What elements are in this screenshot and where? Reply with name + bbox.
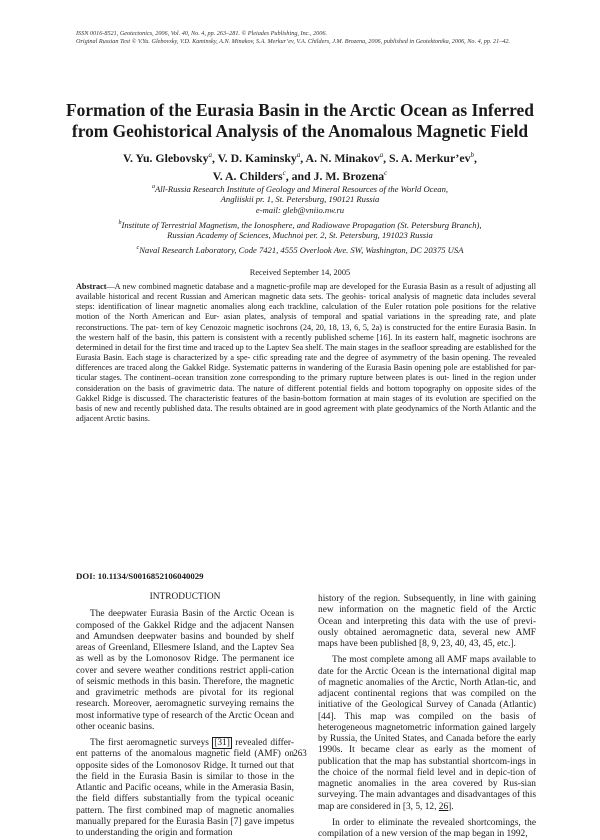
abstract-line: data. The results obtained are in good agreement with plate geodynamics of the North Atlantic and the adjacent: [76, 403, 536, 424]
page-number: 263: [293, 748, 307, 758]
abstract-line: In the western half of the basin, this pattern is consistent with a recently published scheme [16]. In its eastern: [76, 322, 537, 342]
abstract-line: ticular stages. The continent–ocean transition zone corresponding to the primary rupture between plates is out-: [76, 373, 450, 383]
author-name: V. A. Childers: [212, 168, 283, 183]
affiliation-a-line-1: All-Russia Research Institute of Geology and Mineral Resources of the World Ocean,: [154, 183, 449, 194]
affiliation-b-line-2: Russian Academy of Sciences, Muchnoi per. 2, St. Petersburg, 191023 Russia: [167, 230, 433, 241]
abstract-line: torical analysis of magnetic data includes several steps: identification of linear magnetic anomalies along each: [76, 292, 536, 312]
affiliation-b-line-1: Institute of Terrestrial Magnetism, the Ionosphere, and Radiowave Propagation (St. Petersburg Branch),: [121, 219, 482, 230]
abstract-line: lined in the region under consideration on the basis of gravimetric data. The nature of different potential fields: [76, 373, 536, 393]
affiliation-marker: c: [136, 245, 140, 251]
abstract-line: trackline, calculation of the Euler rotation pole positions for the relative motion of the North American and Eur-: [76, 302, 536, 322]
header-issn-line: ISSN 0016-8521, Geotectonics, 2006, Vol. 40, No. 4, pp. 263–281. © Pleiades Publishing, Inc., 2006.: [76, 30, 327, 37]
abstract-line: tern of key Cenozoic magnetic isochrons (24, 20, 18, 13, 6, 5, 2a) is constructed for the entire Eurasia Basin.: [161, 322, 527, 332]
author-name: , A. N. Minakov: [300, 150, 380, 165]
author-separator: ,: [473, 150, 477, 165]
affiliation-marker: a: [208, 151, 212, 159]
abstract-line: Arctic basins.: [104, 414, 150, 424]
affiliation-marker: c: [384, 168, 388, 177]
affiliation-email: e-mail: gleb@vniio.nw.ru: [255, 205, 345, 216]
affiliation-a: [60, 182, 540, 216]
author-line-1: [50, 148, 550, 166]
affiliation-a-line-2: Angliiskii pr. 1, St. Petersburg, 190121 Russia: [220, 194, 380, 205]
body-paragraph: In order to eliminate the revealed shortcomings, the compilation of a new version of the map began in 1992,: [318, 817, 536, 839]
header-original-text-line: Original Russian Text © V.Yu. Glebovsky, V.D. Kaminsky, A.N. Minakov, S.A. Merkur’ev, V.A. Childers, J.M. Brozena, 2006, published in Geotektonika, 2006, No. 4, pp. 21–42.: [76, 38, 511, 45]
affiliation-marker: a: [379, 151, 384, 159]
abstract-line: and bottom topography on opposite sides of the Gakkel Ridge is discussed. The characteristic features of the: [76, 383, 536, 403]
author-list: [50, 148, 550, 184]
abstract-line: the Gakkel Ridge. Systematic patterns in wandering of the Eurasia Basin opening pole are established for par-: [170, 363, 536, 373]
body-column-right: [318, 594, 536, 840]
doi[interactable]: DOI: 10.1134/S0016852106040029: [76, 571, 204, 581]
author-name: , and J. M. Brozena: [285, 168, 385, 183]
affiliation-c: [60, 243, 540, 255]
body-column-left: [76, 592, 294, 839]
abstract-line: half, magnetic isochrons are determined in detail for the first time and traced up to the Laptev Sea shelf. The: [76, 332, 536, 352]
author-name: , V. D. Kaminsky: [212, 150, 297, 165]
body-paragraph: The most complete among all AMF maps available to date for the Arctic Ocean is the international digital map of magnetic anomalies of the Arctic, North Atlan-tic, and adjacent continental regions that was compiled on the initiative of the Geological Survey of Canada (Atlantic) [44]. This map was compiled on the basis of heterogeneous magnetometric information gained largely by Russia, the United States, and Canada before the early 1990s. It became clear as early as the moment of publication that the map has substantial shortcom-ings in the choice of the normal field level and in depic-tion of magnetic anomalies in the area covered by Rus-sian surveying. The main advantages and disadvantages of this map are considered in [3, 5, 12, 26].: [318, 655, 537, 812]
affiliation-marker: a: [296, 151, 301, 159]
body-paragraph: The first aeromagnetic surveys [31] revealed differ-ent patterns of the anomalous magnetic field (AMF) on opposite sides of the Lomonosov Ridge. It turned out that the field in the Eurasia Basin is similar to those in the Atlantic and Pacific oceans, while in the Amerasia Basin, the field differs substantially from the typical oceanic pattern. The first combined map of magnetic anomalies manually prepared for the Eurasia Basin [7] gave impetus to understanding the origin and formation: [76, 738, 294, 838]
author-name: , S. A. Merkur’ev: [383, 150, 471, 165]
abstract-line: basin-bottom formation at main stages of its evolution are specified on the basis of new and recently published: [76, 393, 536, 413]
abstract-line: as a result of adjusting all available historical and recent Russian and American magnetic data sets. The geohis-: [76, 282, 536, 302]
title-line-1: Formation of the Eurasia Basin in the Arctic Ocean as Inferred: [66, 100, 534, 120]
section-heading-introduction: INTRODUCTION: [149, 592, 221, 602]
article-title: [40, 100, 560, 142]
title-line-2: from Geohistorical Analysis of the Anomalous Magnetic Field: [71, 121, 529, 141]
abstract-line: main stages in the seafloor spreading are established for the Eurasia Basin. Each stage is characterized by a spe-: [76, 342, 537, 363]
abstract-line: cific spreading rate and the degree of asymmetry of the basin opening. The revealed differences are traced along: [76, 353, 536, 373]
body-paragraph: The deepwater Eurasia Basin of the Arctic Ocean is composed of the Gakkel Ridge and the adjacent Nansen and Amundsen deepwater basins and bounded by shelf areas of Greenland, Ellesmere Island, and the Laptev Sea as well as by the Lomonosov Ridge. The permanent ice cover and severe weather conditions restrict appli-cation of seismic methods in this basin. Therefore, the magnetic and gravimetric methods are pivotal for its regional research. Moreover, aeromagnetic surveying remains the most informative type of research of the Arctic Ocean and other oceanic basins.: [76, 609, 294, 732]
abstract-line: —A new combined magnetic database and a magnetic-profile map are developed for the Eurasia Basin: [106, 282, 449, 291]
abstract: [76, 282, 536, 424]
affiliation-b: [60, 218, 540, 241]
citation-link[interactable]: 26: [438, 801, 449, 812]
affiliation-marker: a: [151, 184, 155, 190]
journal-header: [76, 30, 536, 46]
abstract-label: Abstract: [76, 282, 107, 291]
affiliation-marker: b: [118, 220, 122, 226]
abstract-line: asian plates, analysis of temporal and spatial variations in the spreading rate, and plate reconstructions. The pat-: [76, 312, 537, 332]
body-paragraph: history of the region. Subsequently, in line with gaining new information on the magnetic field of the Arctic Ocean and interpreting this data with the use of previ-ously obtained aeromagnetic data, several new AMF maps have been published [8, 9, 23, 40, 43, 45, etc.].: [318, 594, 536, 649]
affiliation-marker: b: [470, 151, 474, 159]
author-name: V. Yu. Glebovsky: [123, 150, 209, 165]
affiliation-c-line-1: Naval Research Laboratory, Code 7421, 4555 Overlook Ave. SW, Washington, DC 20375 USA: [139, 244, 464, 255]
affiliation-marker: c: [282, 168, 286, 177]
received-date: Received September 14, 2005: [249, 268, 351, 277]
citation-link[interactable]: [31]: [214, 738, 230, 748]
